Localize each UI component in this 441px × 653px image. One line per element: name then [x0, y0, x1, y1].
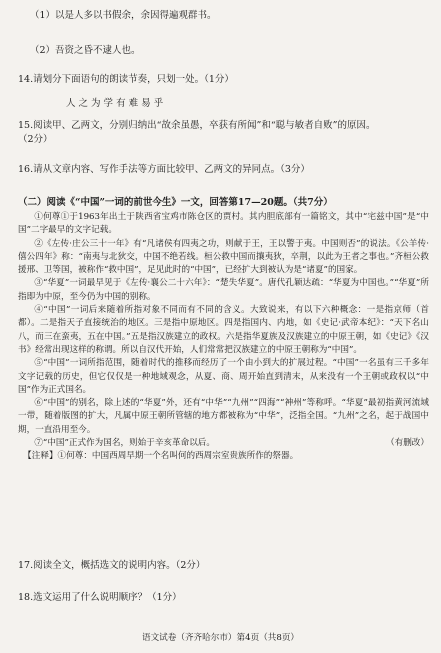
question-16: 16.请从文章内容、写作手法等方面比较甲、乙两文的异同点。（3分） [18, 164, 310, 175]
passage-para-3: ③“华夏”一词最早见于《左传·襄公二十六年》：“楚失华夏”。唐代孔颖达疏：“华夏为中国也。”“华夏”所指即为中原，至今仍为中国的别称。 [18, 278, 429, 302]
passage-para-7 [18, 437, 429, 450]
question-18: 18.选文运用了什么说明顺序？（1分） [18, 592, 182, 603]
passage-para-5: ⑤“中国”一词所指范围，随着时代的推移而经历了一个由小到大的扩展过程。“中国”一名虽有三千多年文字记载的历史，但它仅仅是一种地域观念，从夏、商、周开始直到清末，从来没有一个王朝或政权以“中国”作为正式国名。 [18, 358, 429, 395]
passage-para-7-text: ⑦“中国”正式作为国名，则始于辛亥革命以后。 [34, 438, 215, 449]
footnote: 【注释】①何尊：中国西周早期一个名叫何的西周宗室贵族所作的祭器。 [23, 451, 299, 462]
question-17: 17.阅读全文，概括选文的说明内容。（2分） [18, 560, 206, 571]
passage [18, 211, 429, 464]
passage-para-6: ⑥“中国”的别名，除上述的“华夏”外，还有“中华”“九州”“四海”“神州”等称呼。“华夏”最初指黄河流域一带，随着版图的扩大，凡属中原王朝所管辖的地方都被称为“中华”，泛指全国。“九州”之名，起于战国中期，一直沿用至今。 [18, 398, 429, 435]
section-2-heading: （二）阅读《“中国”一词的前世今生》一文，回答第17—20题。（共7分） [18, 197, 333, 208]
passage-tag: （有删改） [386, 438, 429, 449]
passage-para-1: ①何尊①于1963年出土于陕西省宝鸡市陈仓区的贾村。其内胆底部有一篇铭文，其中“宅兹中国”是“中国”二字最早的文字记载。 [18, 212, 429, 236]
question-15-line2: （2分） [18, 134, 53, 145]
question-15-line1: 15.阅读甲、乙两文，分别归纳出“故余虽愚，卒获有所闻”和“聪与敏者自败”的原因。 [18, 120, 376, 131]
sentence-1: （1）以是人多以书假余，余因得遍观群书。 [30, 10, 217, 21]
q14-sentence: 人 之 为 学 有 难 易 乎 [66, 98, 164, 109]
passage-para-2: ②《左传·庄公三十一年》有“凡诸侯有四夷之功，则献于王，王以警于夷。中国则否”的说法。《公羊传·僖公四年》称：“南夷与北狄交，中国不绝若线。桓公救中国而攘夷狄，卒荆，以此为王者之事也。”齐桓公救援邢、卫等国，被称作“救中国”，足见此时的“中国”，已经扩大到被认为是“诸夏”的国家。 [18, 238, 429, 276]
page-footer: 语文试卷（齐齐哈尔市）第4页（共8页） [141, 633, 300, 643]
sentence-2: （2）吾资之昏不逮人也。 [30, 45, 141, 56]
passage-para-4: ④“中国”一词后来随着所指对象不同而有不同的含义。大致说来，有以下六种概念：一是指京师（首都）。二是指天子直接统治的地区。三是指中原地区。四是指国内、内地，如《史记·武帝本纪》：“天下名山八，而三在蛮夷，五在中国。”五是指汉族建立的政权。六是指华夏族及汉族建立的中原王朝，如《史记》《汉书》经常出现这样的称谓。所以自汉代开始，人们常常把汉族建立的中原王朝称为“中国”。 [18, 305, 429, 355]
question-14: 14.请划分下面语句的朗读节奏，只划一处。（1分） [18, 74, 234, 85]
